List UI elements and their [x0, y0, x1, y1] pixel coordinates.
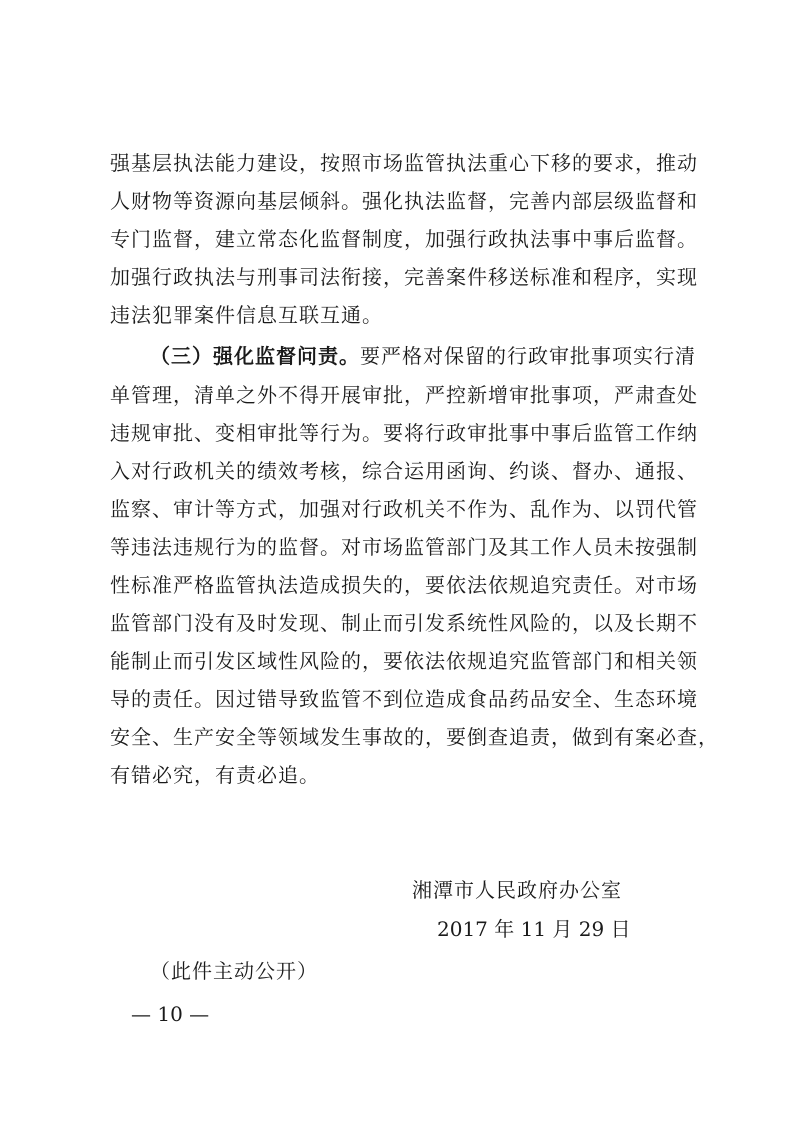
paragraph-2-line-9: 能制止而引发区域性风险的，要依法依规追究监管部门和相关领	[110, 649, 698, 673]
paragraph-1-line-3: 专门监督，建立常态化监督制度，加强行政执法事中事后监督。	[110, 227, 698, 251]
disclosure-note: （此件主动公开）	[150, 959, 318, 983]
section-heading: （三）强化监督问责。	[150, 344, 360, 368]
paragraph-2-line-10: 导的责任。因过错导致监管不到位造成食品药品安全、生态环境	[110, 687, 698, 711]
paragraph-2-line-1-text: 要严格对保留的行政审批事项实行清	[360, 344, 696, 368]
paragraph-2-line-7: 性标准严格监管执法造成损失的，要依法依规追究责任。对市场	[110, 573, 698, 597]
paragraph-1-line-4: 加强行政执法与刑事司法衔接，完善案件移送标准和程序，实现	[110, 265, 698, 289]
page-number: — 10 —	[131, 1002, 210, 1026]
paragraph-2-line-3: 违规审批、变相审批等行为。要将行政审批事中事后监管工作纳	[110, 421, 698, 445]
paragraph-1-line-1: 强基层执法能力建设，按照市场监管执法重心下移的要求，推动	[110, 151, 698, 175]
signature-date: 2017 年 11 月 29 日	[437, 917, 631, 941]
paragraph-2-line-11: 安全、生产安全等领域发生事故的，要倒查追责，做到有案必查，	[110, 725, 719, 749]
paragraph-1-line-2: 人财物等资源向基层倾斜。强化执法监督，完善内部层级监督和	[110, 189, 698, 213]
paragraph-2-line-4: 入对行政机关的绩效考核，综合运用函询、约谈、督办、通报、	[110, 459, 698, 483]
paragraph-2-line-1	[150, 343, 694, 369]
paragraph-2-line-5: 监察、审计等方式，加强对行政机关不作为、乱作为、以罚代管	[110, 497, 698, 521]
paragraph-2-line-6: 等违法违规行为的监督。对市场监管部门及其工作人员未按强制	[110, 535, 698, 559]
paragraph-1-line-5: 违法犯罪案件信息互联互通。	[110, 303, 383, 327]
signature-organization: 湘潭市人民政府办公室	[412, 878, 622, 902]
paragraph-2-line-12: 有错必究，有责必追。	[110, 763, 320, 787]
paragraph-2-line-2: 单管理，清单之外不得开展审批，严控新增审批事项，严肃查处	[110, 383, 698, 407]
paragraph-2-line-8: 监管部门没有及时发现、制止而引发系统性风险的，以及长期不	[110, 611, 698, 635]
